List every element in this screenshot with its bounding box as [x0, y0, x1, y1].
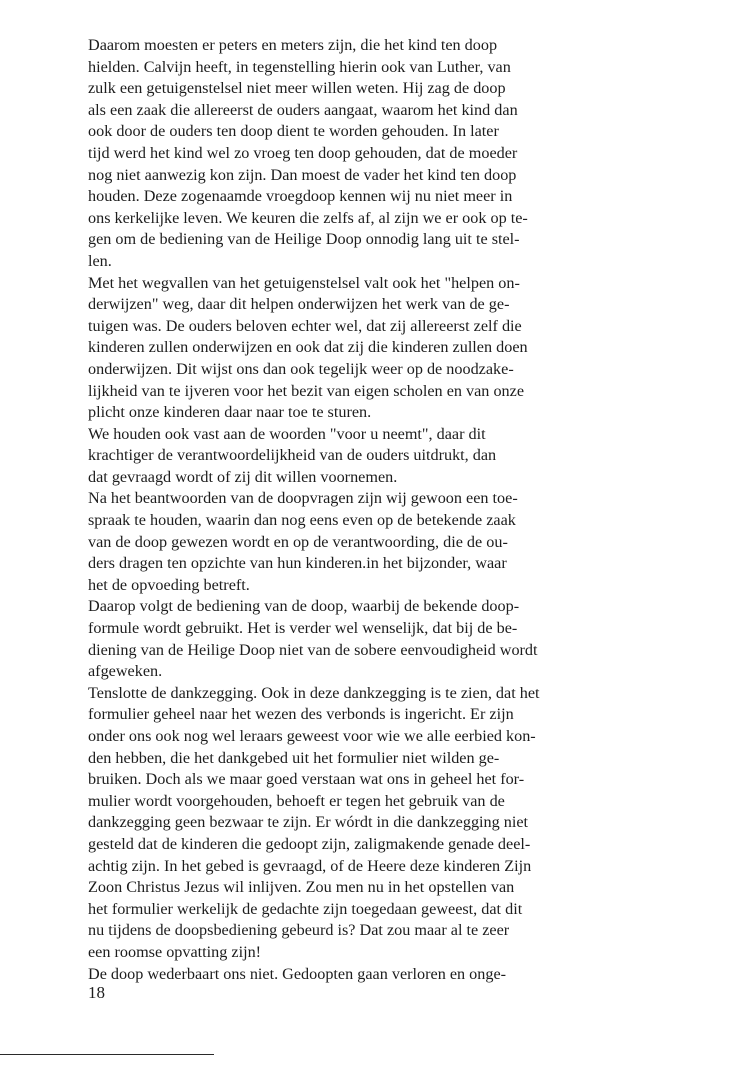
text-line: Daarom moesten er peters en meters zijn, die het kind ten doop [88, 36, 498, 54]
text-line: nog niet aanwezig kon zijn. Dan moest de vader het kind ten doop [88, 165, 517, 184]
text-line: tuigen was. De ouders beloven echter wel, dat zij allereerst zelf die [88, 316, 522, 335]
page-number: 18 [88, 983, 105, 1002]
text-line: ook door de ouders ten doop dient te worden gehouden. In later [88, 122, 499, 141]
text-line: achtig zijn. In het gebed is gevraagd, of de Heere deze kinderen Zijn [88, 856, 532, 875]
bottom-rule [0, 1054, 214, 1055]
text-line: als een zaak die allereerst de ouders aangaat, waarom het kind dan [88, 100, 518, 119]
text-line: ders dragen ten opzichte van hun kinderen.in het bijzonder, waar [88, 554, 507, 573]
text-line: bruiken. Doch als we maar goed verstaan wat ons in geheel het for- [88, 770, 525, 789]
text-line: ons kerkelijke leven. We keuren die zelfs af, al zijn we er ook op te- [88, 208, 528, 227]
text-line: spraak te houden, waarin dan nog eens even op de betekende zaak [88, 511, 516, 530]
text-line: formulier geheel naar het wezen des verbonds is ingericht. Er zijn [88, 705, 514, 724]
text-line: derwijzen" weg, daar dit helpen onderwijzen het werk van de ge- [88, 295, 510, 314]
text-line: Na het beantwoorden van de doopvragen zijn wij gewoon een toe- [88, 489, 518, 508]
text-line: gen om de bediening van de Heilige Doop onnodig lang uit te stel- [88, 230, 520, 249]
text-line: onderwijzen. Dit wijst ons dan ook tegelijk weer op de noodzake- [88, 359, 514, 378]
text-line: Zoon Christus Jezus wil inlijven. Zou men nu in het opstellen van [88, 878, 515, 897]
text-line: plicht onze kinderen daar naar toe te sturen. [88, 403, 372, 422]
text-line: kinderen zullen onderwijzen en ook dat zij die kinderen zullen doen [88, 338, 528, 357]
text-line: dat gevraagd wordt of zij dit willen voornemen. [88, 467, 398, 486]
text-line: gesteld dat de kinderen die gedoopt zijn, zaligmakende genade deel- [88, 834, 531, 853]
text-line: len. [88, 251, 112, 270]
text-line: dankzegging geen bezwaar te zijn. Er wórdt in die dankzegging niet [88, 813, 529, 832]
body-text [88, 35, 688, 985]
text-line: krachtiger de verantwoordelijkheid van de ouders uitdrukt, dan [88, 446, 497, 465]
text-line: houden. Deze zogenaamde vroegdoop kennen wij nu niet meer in [88, 187, 513, 206]
text-line: De doop wederbaart ons niet. Gedoopten gaan verloren en onge- [88, 964, 507, 983]
text-line: Daarop volgt de bediening van de doop, waarbij de bekende doop- [88, 597, 520, 616]
text-line: We houden ook vast aan de woorden "voor u neemt", daar dit [88, 424, 486, 443]
text-line: een roomse opvatting zijn! [88, 942, 262, 961]
text-line: Tenslotte de dankzegging. Ook in deze dankzegging is te zien, dat het [88, 683, 540, 702]
text-line: Met het wegvallen van het getuigenstelsel valt ook het "helpen on- [88, 273, 520, 292]
text-line: van de doop gewezen wordt en op de verantwoording, die de ou- [88, 532, 508, 551]
text-line: den hebben, die het dankgebed uit het formulier niet wilden ge- [88, 748, 500, 767]
text-line: diening van de Heilige Doop niet van de sobere eenvoudigheid wordt [88, 640, 538, 659]
text-line: tijd werd het kind wel zo vroeg ten doop gehouden, dat de moeder [88, 143, 518, 162]
text-line: onder ons ook nog wel leraars geweest voor wie we alle eerbied kon- [88, 727, 536, 745]
text-line: nu tijdens de doopsbediening gebeurd is? Dat zou maar al te zeer [88, 921, 510, 940]
text-line: zulk een getuigenstelsel niet meer willen weten. Hij zag de doop [88, 79, 506, 98]
text-line: hielden. Calvijn heeft, in tegenstelling hierin ook van Luther, van [88, 57, 511, 76]
text-line: formule wordt gebruikt. Het is verder wel wenselijk, dat bij de be- [88, 619, 518, 638]
text-line: mulier wordt voorgehouden, behoeft er tegen het gebruik van de [88, 791, 505, 810]
text-line: afgeweken. [88, 662, 163, 681]
text-line: het formulier werkelijk de gedachte zijn toegedaan geweest, dat dit [88, 899, 523, 918]
text-line: het de opvoeding betreft. [88, 575, 250, 594]
text-line: lijkheid van te ijveren voor het bezit van eigen scholen en van onze [88, 381, 525, 400]
